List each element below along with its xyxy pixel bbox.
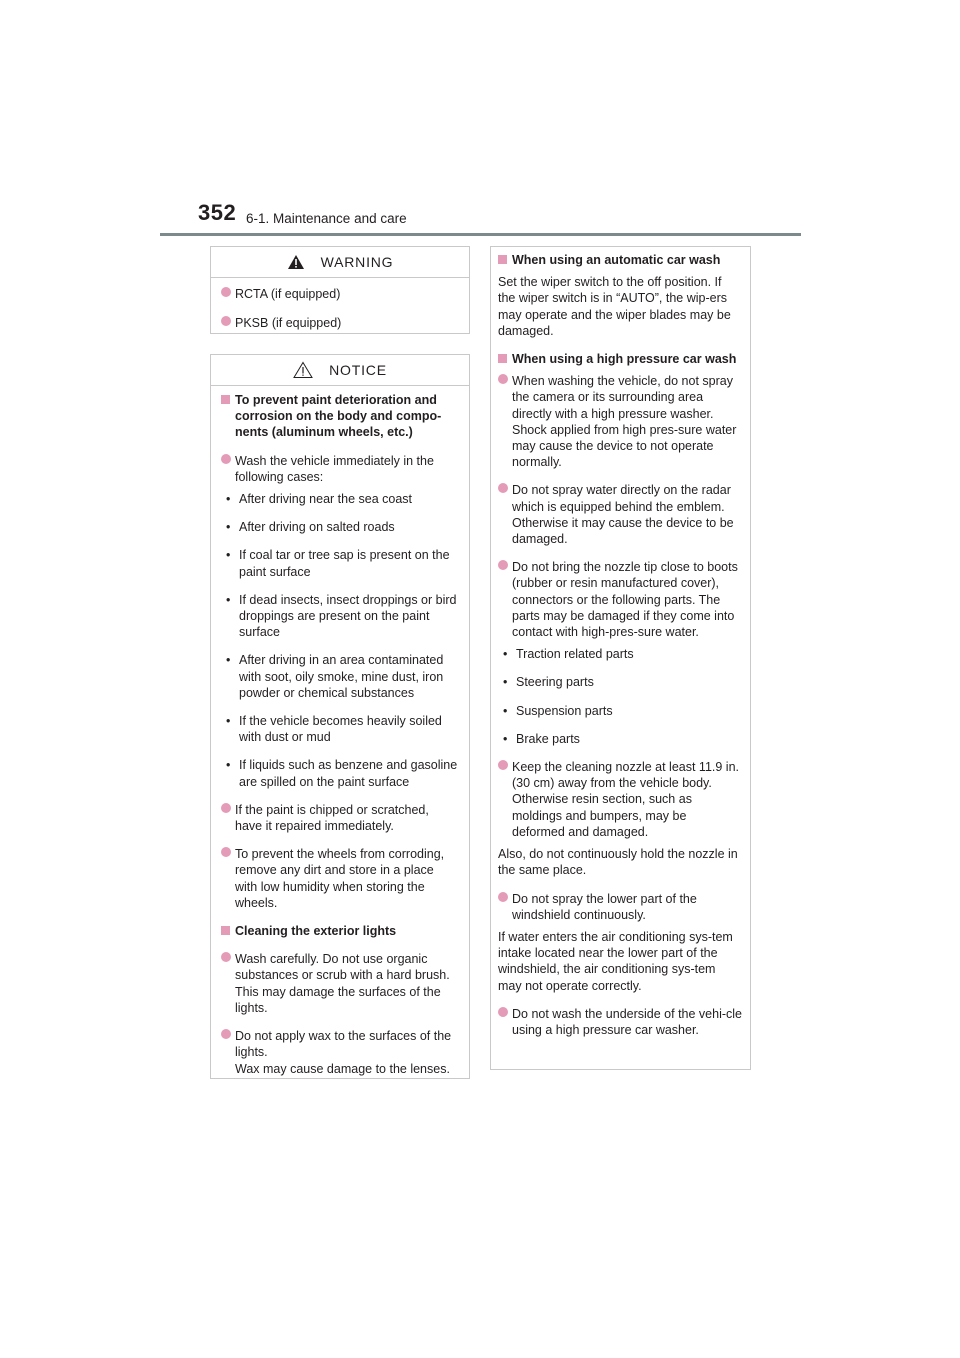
list-item: • If dead insects, insect droppings or bird droppings are present on the paint surface: [226, 592, 457, 640]
list-item: • After driving near the sea coast: [226, 492, 413, 507]
bullet-icon: [221, 847, 231, 857]
bullet-icon: [221, 287, 231, 297]
car-wash-panel: [490, 246, 751, 1070]
list-item: • If the vehicle becomes heavily soiled with dust or mud: [226, 714, 442, 745]
list-item: • Suspension parts: [503, 703, 613, 718]
bullet-windshield: Do not spray the lower part of the windshield continuously.: [498, 891, 742, 923]
bullet-nozzle-tip: Do not bring the nozzle tip close to boots (rubber or resin manufactured cover), connectors or the following parts. The parts may be damaged if they come into contact with high-pres-sure water.: [498, 559, 742, 640]
paragraph-nozzle-hold: Also, do not continuously hold the nozzle in the same place.: [498, 847, 738, 878]
notice-bullet-wheels: To prevent the wheels from corroding, remove any dirt and store in a place with low humidity when storing the wheels.: [221, 846, 459, 911]
bullet-icon: [221, 316, 231, 326]
bullet-icon: [221, 803, 231, 813]
paragraph-air-conditioning: If water enters the air conditioning sys-tem intake located near the lower part of the windshield, the air conditioning sys-tem may not operate correctly.: [498, 929, 733, 993]
notice-box: [210, 354, 470, 1079]
page-number: 352: [198, 200, 237, 225]
warning-item-rcta: RCTA (if equipped): [221, 286, 459, 302]
notice-heading-paint: To prevent paint deterioration and corrosion on the body and compo-nents (aluminum wheels, etc.): [221, 392, 459, 441]
bullet-icon: [498, 374, 508, 384]
bullet-icon: [221, 454, 231, 464]
bullet-camera: When washing the vehicle, do not spray the camera or its surrounding area directly with a high pressure washer. Shock applied from high pres-sure water may cause the device to not operate normally.: [498, 373, 742, 470]
bullet-icon: [498, 560, 508, 570]
square-bullet-icon: [221, 395, 230, 404]
bullet-underside: Do not wash the underside of the vehi-cle using a high pressure car washer.: [498, 1006, 742, 1038]
list-item: • Traction related parts: [503, 647, 634, 662]
heading-high-pressure-car-wash: When using a high pressure car wash: [498, 351, 742, 367]
notice-title: NOTICE: [329, 362, 387, 378]
list-item: • If liquids such as benzene and gasoline are spilled on the paint surface: [226, 758, 458, 789]
bullet-icon: [498, 760, 508, 770]
list-item: • If coal tar or tree sap is present on the paint surface: [226, 548, 450, 579]
bullet-icon: [498, 483, 508, 493]
notice-bullet-wax: Do not apply wax to the surfaces of the lights. Wax may cause damage to the lenses.: [221, 1028, 459, 1077]
square-bullet-icon: [498, 255, 507, 264]
list-item: • After driving in an area contaminated with soot, oily smoke, mine dust, iron powder or chemical substances: [226, 653, 444, 700]
bullet-icon: [221, 1029, 231, 1039]
header-rule: [160, 233, 801, 236]
section-title: 6-1. Maintenance and care: [246, 211, 407, 226]
bullet-radar: Do not spray water directly on the radar which is equipped behind the emblem. Otherwise it may cause the device to be damaged.: [498, 482, 742, 547]
heading-automatic-car-wash: When using an automatic car wash: [498, 252, 742, 268]
bullet-nozzle-distance: Keep the cleaning nozzle at least 11.9 in. (30 cm) away from the vehicle body. Otherwise resin section, such as moldings and bumpers, may be deformed and damaged.: [498, 759, 742, 840]
notice-bullet-chipped: If the paint is chipped or scratched, have it repaired immediately.: [221, 802, 459, 834]
notice-header: [211, 355, 469, 386]
bullet-icon: [498, 892, 508, 902]
notice-bullet-wash-carefully: Wash carefully. Do not use organic substances or scrub with a hard brush. This may damage the surfaces of the lights.: [221, 951, 459, 1016]
warning-title: WARNING: [320, 254, 394, 270]
warning-box: [210, 246, 470, 334]
warning-item-pksb: PKSB (if equipped): [221, 315, 459, 331]
bullet-icon: [221, 952, 231, 962]
list-item: • Steering parts: [503, 675, 594, 690]
caution-triangle-outline-icon: [293, 361, 313, 379]
bullet-icon: [498, 1007, 508, 1017]
list-item: • After driving on salted roads: [226, 520, 395, 535]
notice-heading-lights: Cleaning the exterior lights: [221, 923, 459, 939]
paragraph-wiper: Set the wiper switch to the off position. If the wiper switch is in “AUTO”, the wip-ers may operate and the wiper blades may be damaged.: [498, 275, 731, 338]
list-item: • Brake parts: [503, 731, 580, 746]
warning-triangle-icon: [287, 254, 305, 270]
square-bullet-icon: [221, 926, 230, 935]
notice-bullet-wash: Wash the vehicle immediately in the following cases:: [221, 453, 459, 485]
square-bullet-icon: [498, 354, 507, 363]
warning-header: [211, 247, 469, 278]
